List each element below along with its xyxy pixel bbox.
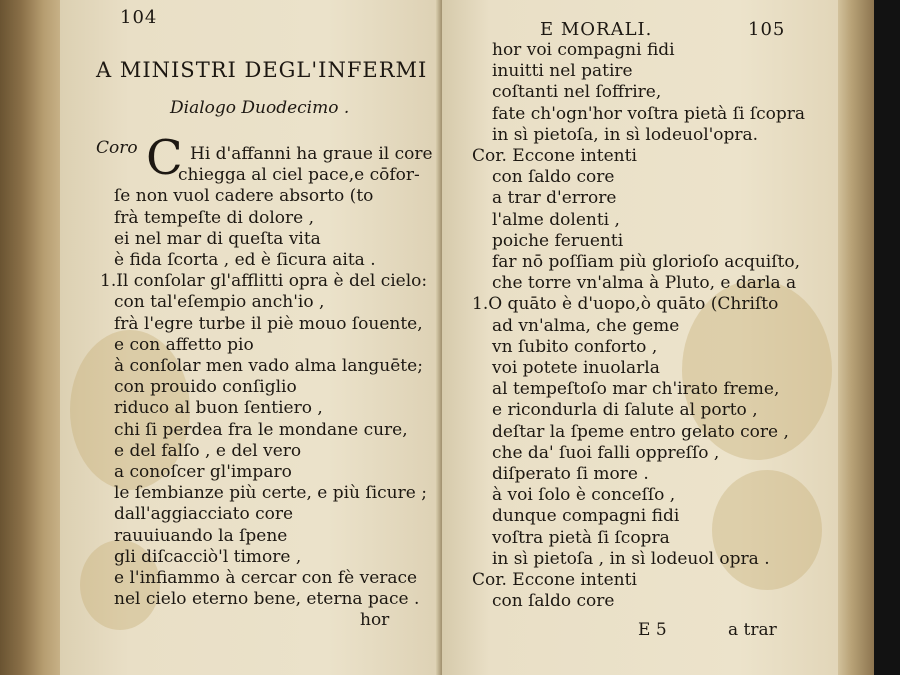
text-line: gli diſcacciò'l timore , [114, 546, 302, 567]
text-line: riduco al buon ſentiero , [114, 398, 323, 419]
text-line: e con affetto pio [114, 334, 254, 355]
text-line: frà l'egre turbe il piè mouo ſouente, [114, 313, 423, 334]
text-line: con ſaldo core [492, 167, 615, 188]
left-page-edges [0, 0, 62, 675]
text-line: nel cielo eterno bene, eterna pace . [114, 589, 420, 610]
right-page-edges [836, 0, 874, 675]
text-line: hor [360, 610, 390, 631]
text-line: voi potete inuolarla [492, 358, 660, 378]
text-line: con ſaldo core [492, 591, 615, 612]
text-line: in sì pietoſa, in sì lodeuol'opra. [492, 124, 759, 145]
text-line: vn ſubito conforto , [492, 336, 658, 357]
speaker-label: Coro [96, 138, 138, 158]
text-line: a trar d'errore [492, 188, 617, 209]
text-line: poiche feruenti [492, 230, 624, 251]
text-line: le ſembianze più certe, e più ſicure ; [114, 483, 427, 504]
text-line: chi ſi perdea fra le mondane cure, [114, 419, 408, 440]
text-line: à voi ſolo è conceſſo , [492, 485, 676, 506]
catchword: a trar [728, 620, 777, 640]
text-line: ſe non vuol cadere absorto (to [114, 186, 374, 207]
text-line: Cor. Eccone intenti [472, 570, 637, 590]
text-line: inuitti nel patire [492, 61, 633, 82]
text-line: fate ch'ogn'hor voſtra pietà ſi ſcopra [492, 103, 806, 124]
water-stain [712, 470, 822, 590]
page-number: 105 [748, 19, 786, 40]
text-line: che da' ſuoi falli oppreſſo , [492, 442, 720, 463]
text-line: 1.Il conſolar gl'afflitti opra è del cielo: [100, 271, 428, 292]
book-cover [874, 0, 900, 675]
text-line: 1.O quāto è d'uopo,ò quāto (Chriſto [472, 294, 779, 315]
signature-mark: E 5 [638, 620, 667, 640]
text-line: far nō poſſiam più glorioſo acquiſto, [492, 252, 800, 272]
text-line: dunque compagni fidi [492, 506, 680, 527]
running-header: E MORALI. [540, 19, 653, 40]
text-line: deſtar la ſpeme entro gelato core , [492, 421, 789, 442]
text-line: coſtanti nel ſoffrire, [492, 82, 662, 103]
chapter-title: A MINISTRI DEGL'INFERMI [96, 58, 428, 82]
text-line: ad vn'alma, che geme [492, 315, 680, 336]
text-line: e del falſo , e del vero [114, 440, 302, 461]
text-line: Cor. Eccone intenti [472, 146, 637, 166]
text-line: dall'aggiacciato core [114, 504, 294, 525]
text-line: con tal'eſempio anch'io , [114, 292, 325, 313]
text-line: è fida ſcorta , ed è ſicura aita . [114, 250, 376, 270]
chapter-subtitle: Dialogo Duodecimo . [170, 98, 350, 118]
text-line: che torre vn'alma à Pluto, e darla a [492, 273, 797, 294]
text-line: con prouido conſiglio [114, 377, 297, 398]
right-page [442, 0, 838, 675]
text-line: a conoſcer gl'imparo [114, 462, 292, 482]
text-line: voſtra pietà ſi ſcopra [492, 527, 670, 548]
text-line: Hi d'affanni ha graue il core [190, 144, 433, 164]
text-line: ei nel mar di queſta vita [114, 228, 321, 249]
text-line: l'alme dolenti , [492, 209, 620, 230]
text-line: rauuiuando la ſpene [114, 525, 288, 546]
text-line: frà tempeſte di dolore , [114, 207, 315, 228]
text-line: à conſolar men vado alma languēte; [114, 356, 423, 376]
page-number: 104 [120, 7, 158, 28]
text-line: hor voi compagni fidi [492, 40, 675, 60]
text-line: e ricondurla di ſalute al porto , [492, 400, 758, 421]
text-line: al tempeſtoſo mar ch'irato freme, [492, 379, 780, 400]
drop-cap: C [146, 130, 183, 186]
left-page [60, 0, 442, 675]
text-line: chiegga al ciel pace,e cōfor- [178, 165, 420, 186]
text-line: diſperato ſi more . [492, 464, 649, 484]
text-line: in sì pietoſa , in sì lodeuol opra . [492, 548, 770, 569]
text-line: e l'infiammo à cercar con fè verace [114, 568, 418, 588]
